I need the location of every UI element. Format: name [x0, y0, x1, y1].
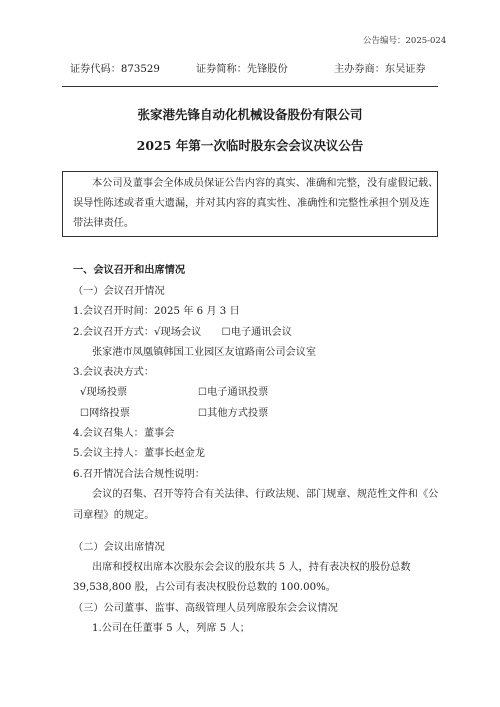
document-title: 2025 年第一次临时股东会会议决议公告: [136, 138, 364, 153]
attendance-line-2: 39,538,800 股，占公司有表决权股份总数的 100.00%。: [73, 582, 336, 593]
meeting-method: 2.会议召开方式：√现场会议 ☐电子通讯会议: [73, 327, 292, 338]
header-divider: [62, 86, 438, 87]
voting-method: 3.会议表决方式：: [73, 367, 155, 378]
directors-attendance: 1.公司在任董事 5 人，列席 5 人；: [92, 623, 250, 634]
meeting-location: 张家港市凤凰镇韩国工业园区友谊路南公司会议室: [92, 347, 317, 358]
vote-option-onsite: √现场投票: [80, 387, 128, 398]
section-heading: 一、会议召开和出席情况: [73, 264, 186, 276]
meeting-convener: 4.会议召集人：董事会: [73, 428, 175, 439]
disclaimer-line-2: 误导性陈述或者重大遗漏，并对其内容的真实性、准确性和完整性承担个别及连: [73, 198, 430, 209]
stock-name: 证券简称：先锋股份: [196, 64, 288, 75]
announcement-number: 公告编号：2025-024: [363, 36, 447, 46]
legal-compliance-line-2: 司章程》的规定。: [73, 510, 155, 521]
stock-code: 证券代码：873529: [70, 64, 160, 75]
subsection-officers: （三）公司董事、监事、高级管理人员列席股东会会议情况: [73, 603, 338, 614]
attendance-line-1: 出席和授权出席本次股东会会议的股东共 5 人，持有表决权的股份总数: [92, 562, 411, 573]
vote-option-electronic: ☐电子通讯投票: [198, 387, 269, 398]
broker-name: 主办券商：东吴证券: [334, 64, 426, 75]
subsection-attendance: （二）会议出席情况: [73, 542, 165, 553]
disclaimer-line-3: 带法律责任。: [73, 218, 135, 229]
meeting-time: 1.会议召开时间：2025 年 6 月 3 日: [73, 306, 240, 317]
subsection-meeting-convening: （一）会议召开情况: [73, 286, 165, 297]
vote-option-online: ☐网络投票: [80, 408, 130, 419]
legal-compliance-heading: 6.召开情况合法合规性说明：: [73, 469, 205, 480]
meeting-host: 5.会议主持人：董事长赵金龙: [73, 448, 205, 459]
disclaimer-line-1: 本公司及董事会全体成员保证公告内容的真实、准确和完整，没有虚假记载、: [92, 178, 439, 189]
vote-option-other: ☐其他方式投票: [198, 408, 269, 419]
legal-compliance-line-1: 会议的召集、召开等符合有关法律、行政法规、部门规章、规范性文件和《公: [92, 489, 439, 500]
company-title: 张家港先锋自动化机械设备股份有限公司: [137, 107, 363, 122]
